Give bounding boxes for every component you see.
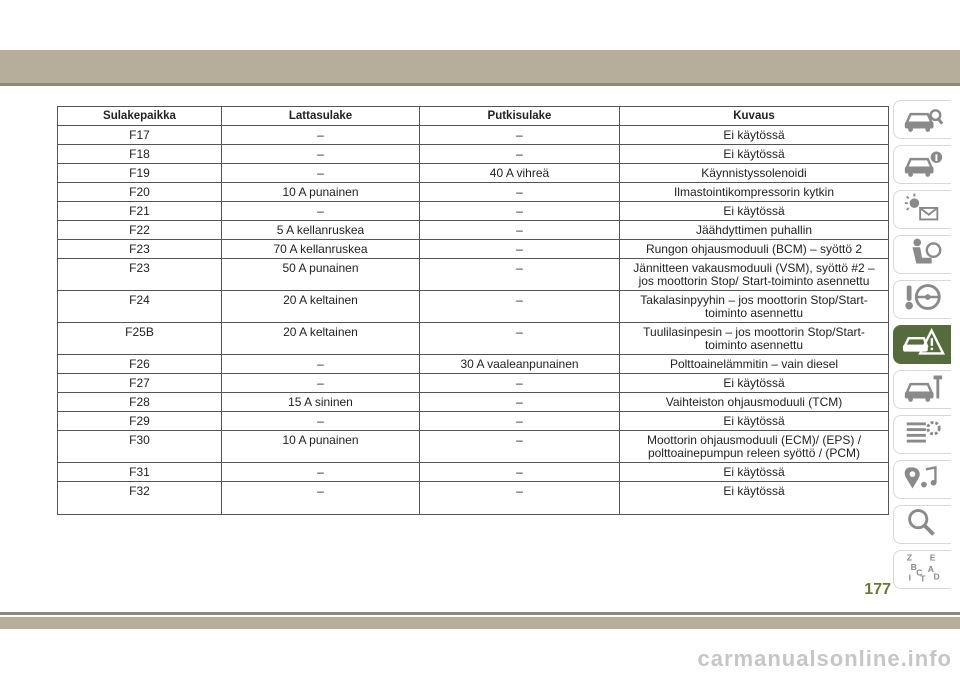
cell-slot: F24 — [58, 291, 222, 323]
table-row — [58, 259, 889, 291]
svg-text:C: C — [915, 567, 923, 578]
cell-cartridge: – — [420, 482, 620, 515]
cell-description: Rungon ohjausmoduuli (BCM) – syöttö 2 — [620, 240, 889, 259]
cell-slot: F32 — [58, 482, 222, 515]
table-row — [58, 374, 889, 393]
cell-cartridge: – — [420, 431, 620, 463]
chapter-tab-10[interactable] — [893, 505, 951, 544]
cell-description: Jännitteen vakausmoduuli (VSM), syöttö #2 – jos moottorin Stop/ Start-toiminto asennettu — [620, 259, 889, 291]
cell-slot: F22 — [58, 221, 222, 240]
table-row — [58, 164, 889, 183]
index-letters-icon — [901, 551, 945, 588]
cell-slot: F25B — [58, 323, 222, 355]
cell-cartridge: – — [420, 374, 620, 393]
cell-slot: F31 — [58, 463, 222, 482]
fuse-table — [57, 106, 889, 515]
cell-blade: – — [222, 202, 420, 221]
table-row — [58, 291, 889, 323]
svg-text:E: E — [929, 552, 935, 563]
car-service-icon — [901, 371, 945, 408]
steering-key-icon — [901, 281, 945, 318]
chapter-tab-9[interactable] — [893, 460, 951, 499]
cell-cartridge: – — [420, 183, 620, 202]
cell-cartridge: – — [420, 221, 620, 240]
cell-slot: F17 — [58, 126, 222, 145]
table-row — [58, 240, 889, 259]
cell-slot: F19 — [58, 164, 222, 183]
cell-blade: – — [222, 463, 420, 482]
table-row — [58, 412, 889, 431]
cell-blade: – — [222, 145, 420, 164]
cell-slot: F21 — [58, 202, 222, 221]
cell-blade: 50 A punainen — [222, 259, 420, 291]
cell-blade: 20 A keltainen — [222, 323, 420, 355]
cell-blade: – — [222, 412, 420, 431]
table-row — [58, 431, 889, 463]
header-cartridge-fuse: Putkisulake — [420, 107, 620, 126]
cell-cartridge: – — [420, 412, 620, 431]
cell-cartridge: – — [420, 126, 620, 145]
cell-slot: F27 — [58, 374, 222, 393]
seat-airbag-icon — [901, 236, 945, 273]
footer-band — [0, 617, 960, 629]
cell-cartridge: 30 A vaaleanpunainen — [420, 355, 620, 374]
cell-slot: F23 — [58, 240, 222, 259]
cell-slot: F23 — [58, 259, 222, 291]
car-warning-icon — [901, 326, 945, 363]
cell-blade: – — [222, 355, 420, 374]
cell-blade: 10 A punainen — [222, 431, 420, 463]
cell-description: Ei käytössä — [620, 202, 889, 221]
cell-slot: F18 — [58, 145, 222, 164]
svg-text:Z: Z — [906, 552, 912, 563]
cell-cartridge: – — [420, 240, 620, 259]
chapter-tab-2[interactable] — [893, 145, 951, 184]
header-band-line — [0, 83, 960, 86]
table-body — [58, 126, 889, 515]
chapter-tab-5[interactable] — [893, 280, 951, 319]
cell-description: Ei käytössä — [620, 463, 889, 482]
svg-text:I: I — [908, 572, 911, 583]
cell-description: Käynnistyssolenoidi — [620, 164, 889, 183]
table-row — [58, 221, 889, 240]
chapter-tab-8[interactable] — [893, 415, 951, 454]
cell-cartridge: – — [420, 393, 620, 412]
car-search-icon — [901, 101, 945, 138]
table-row — [58, 145, 889, 164]
warning-lights-icon — [901, 191, 945, 228]
cell-slot: F30 — [58, 431, 222, 463]
cell-blade: 20 A keltainen — [222, 291, 420, 323]
cell-description: Tuulilasinpesin – jos moottorin Stop/Start-toiminto asennettu — [620, 323, 889, 355]
cell-slot: F28 — [58, 393, 222, 412]
cell-slot: F20 — [58, 183, 222, 202]
cell-cartridge: – — [420, 463, 620, 482]
header-description: Kuvaus — [620, 107, 889, 126]
table-row — [58, 183, 889, 202]
chapter-tab-6[interactable] — [893, 325, 951, 364]
chapter-tab-3[interactable] — [893, 190, 951, 229]
header-slot: Sulakepaikka — [58, 107, 222, 126]
page-number: 177 — [864, 581, 891, 598]
multimedia-icon — [901, 461, 945, 498]
chapter-tab-4[interactable] — [893, 235, 951, 274]
cell-blade: 15 A sininen — [222, 393, 420, 412]
cell-description: Jäähdyttimen puhallin — [620, 221, 889, 240]
search-icon — [901, 506, 945, 543]
header-band — [0, 50, 960, 83]
cell-description: Polttoainelämmitin – vain diesel — [620, 355, 889, 374]
cell-blade: – — [222, 164, 420, 183]
cell-description: Ilmastointikompressorin kytkin — [620, 183, 889, 202]
cell-description: Takalasinpyyhin – jos moottorin Stop/Start-toiminto asennettu — [620, 291, 889, 323]
table-row — [58, 482, 889, 515]
table-row — [58, 323, 889, 355]
svg-text:D: D — [933, 571, 940, 582]
cell-blade: – — [222, 482, 420, 515]
cell-description: Ei käytössä — [620, 412, 889, 431]
cell-description: Moottorin ohjausmoduuli (ECM)/ (EPS) / polttoainepumpun releen syöttö / (PCM) — [620, 431, 889, 463]
watermark: carmanualsonline.info — [697, 646, 952, 671]
cell-blade: 10 A punainen — [222, 183, 420, 202]
cell-slot: F29 — [58, 412, 222, 431]
cell-blade: 5 A kellanruskea — [222, 221, 420, 240]
cell-blade: 70 A kellanruskea — [222, 240, 420, 259]
cell-cartridge: 40 A vihreä — [420, 164, 620, 183]
chapter-tab-7[interactable] — [893, 370, 951, 409]
table-row — [58, 463, 889, 482]
cell-cartridge: – — [420, 291, 620, 323]
svg-text:T: T — [919, 573, 925, 583]
cell-description: Ei käytössä — [620, 145, 889, 164]
header-blade-fuse: Lattasulake — [222, 107, 420, 126]
chapter-tabs — [893, 100, 953, 595]
cell-description: Ei käytössä — [620, 482, 889, 515]
svg-text:A: A — [927, 563, 934, 574]
cell-description: Ei käytössä — [620, 374, 889, 393]
chapter-tab-11[interactable] — [893, 550, 951, 589]
cell-cartridge: – — [420, 259, 620, 291]
specs-gear-icon — [901, 416, 945, 453]
table-row — [58, 126, 889, 145]
car-info-icon — [901, 146, 945, 183]
cell-cartridge: – — [420, 202, 620, 221]
footer-band-line — [0, 612, 960, 615]
cell-cartridge: – — [420, 323, 620, 355]
cell-description: Ei käytössä — [620, 126, 889, 145]
cell-cartridge: – — [420, 145, 620, 164]
cell-slot: F26 — [58, 355, 222, 374]
table-row — [58, 355, 889, 374]
table-row — [58, 393, 889, 412]
table-row — [58, 202, 889, 221]
cell-blade: – — [222, 126, 420, 145]
cell-blade: – — [222, 374, 420, 393]
table-header-row — [58, 107, 889, 126]
cell-description: Vaihteiston ohjausmoduuli (TCM) — [620, 393, 889, 412]
svg-text:B: B — [910, 561, 917, 572]
chapter-tab-1[interactable] — [893, 100, 951, 139]
